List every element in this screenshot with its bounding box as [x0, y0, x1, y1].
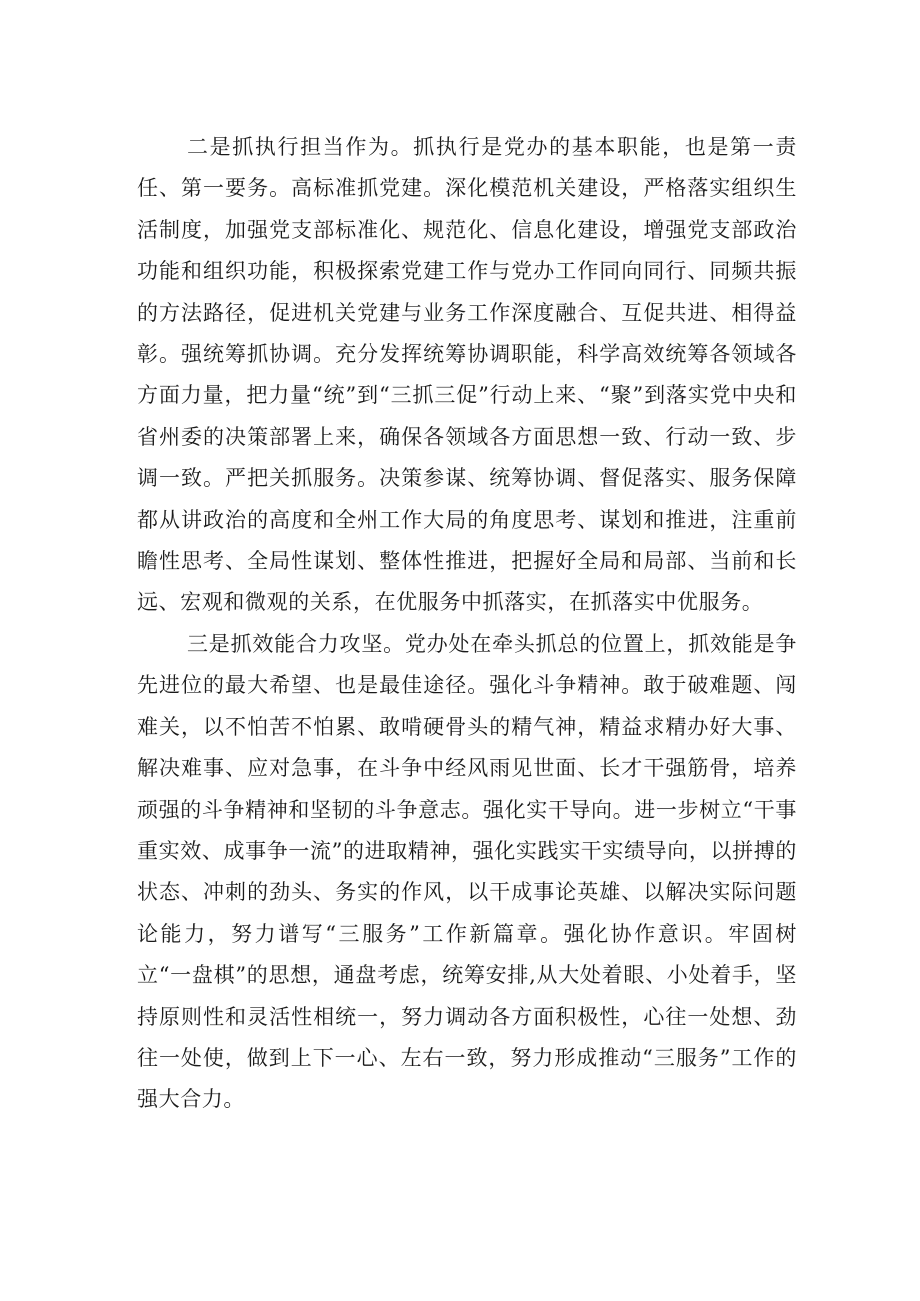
paragraph-efficiency: 三是抓效能合力攻坚。党办处在牵头抓总的位置上，抓效能是争先进位的最大希望、也是最佳途径。强化斗争精神。敢于破难题、闯难关，以不怕苦不怕累、敢啃硬骨头的精气神，精益求精办好大事、解决难事、应对急事，在斗争中经风雨见世面、长才干强筋骨，培养顽强的斗争精神和坚韧的斗争意志。强化实干导向。进一步树立“干事重实效、成事争一流”的进取精神，强化实践实干实绩导向，以拼搏的状态、冲刺的劲头、务实的作风，以干成事论英雄、以解决实际问题论能力，努力谱写“三服务”工作新篇章。强化协作意识。牢固树立“一盘棋”的思想，通盘考虑，统筹安排,从大处着眼、小处着手，坚持原则性和灵活性相统一，努力调动各方面积极性，心往一处想、劲往一处使，做到上下一心、左右一致，努力形成推动“三服务”工作的强大合力。 — [137, 631, 797, 1112]
paragraph-execution: 二是抓执行担当作为。抓执行是党办的基本职能，也是第一责任、第一要务。高标准抓党建。深化模范机关建设，严格落实组织生活制度，加强党支部标准化、规范化、信息化建设，增强党支部政治功能和组织功能，积极探索党建工作与党办工作同向同行、同频共振的方法路径，促进机关党建与业务工作深度融合、互促共进、相得益彰。强统筹抓协调。充分发挥统筹协调职能，科学高效统筹各领域各方面力量，把力量“统”到“三抓三促”行动上来、“聚”到落实党中央和省州委的决策部署上来，确保各领域各方面思想一致、行动一致、步调一致。严把关抓服务。决策参谋、统筹协调、督促落实、服务保障都从讲政治的高度和全州工作大局的角度思考、谋划和推进，注重前瞻性思考、全局性谋划、整体性推进，把握好全局和局部、当前和长远、宏观和微观的关系，在优服务中抓落实，在抓落实中优服务。 — [137, 135, 797, 615]
document-body — [137, 127, 797, 1121]
